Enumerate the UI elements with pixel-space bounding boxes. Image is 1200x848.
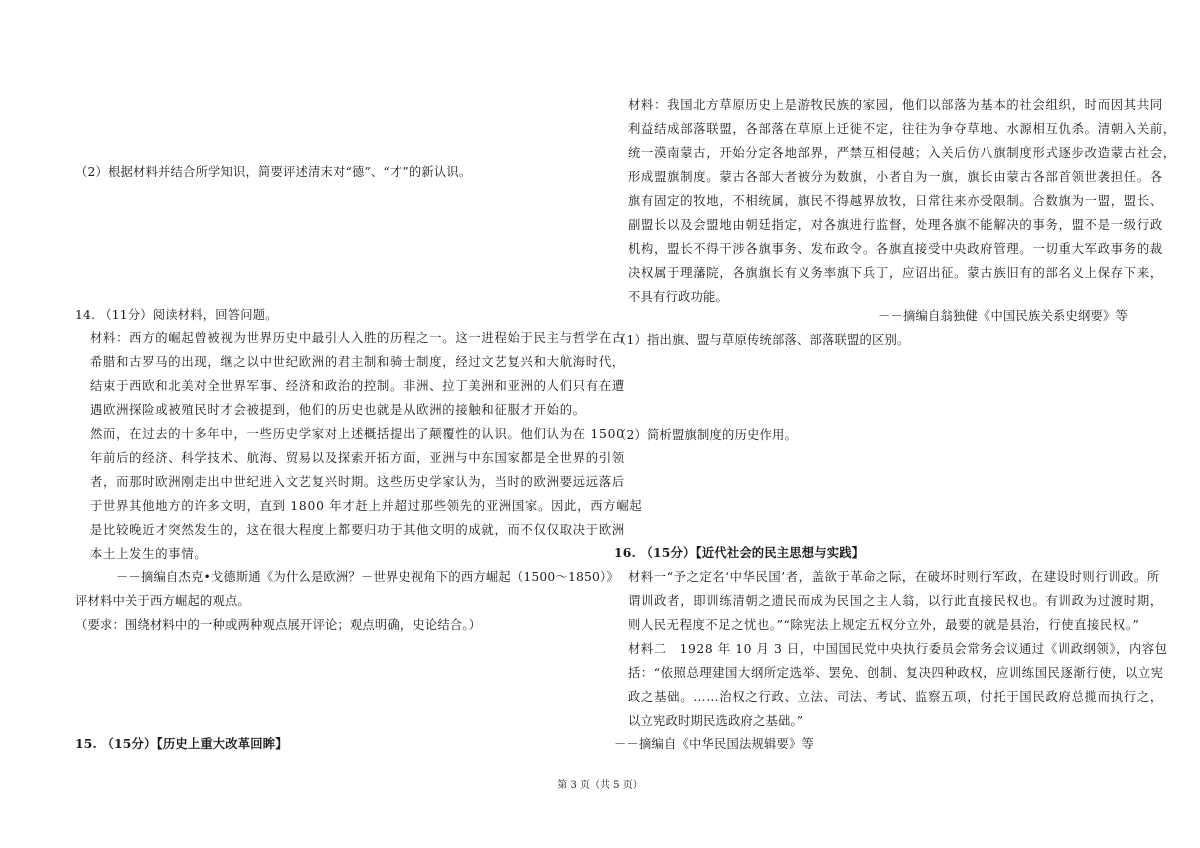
question-16-source: －－摘编自《中华民国法规辑要》等 [614, 737, 814, 751]
question-13-part-2: （2）根据材料并结合所学知识，简要评述清末对“德”、“才”的新认识。 [75, 165, 472, 179]
page-number: 第 3 页（共 5 页） [557, 780, 643, 791]
material-line: 旗有固定的牧地，不相统属，旗民不得越界放牧，日常往来亦受限制。合数旗为一盟，盟长、 [628, 194, 1163, 208]
material-line: 则人民无程度不足之忧也。”“除宪法上规定五权分立外，最要的就是县治，行使直接民权。” [628, 618, 1140, 632]
material-line: 副盟长以及会盟地由朝廷指定，对各旗进行监督，处理各旗不能解决的事务，盟不是一级行政 [628, 218, 1163, 232]
material-source: －－摘编自翁独健《中国民族关系史纲要》等 [878, 309, 1128, 323]
material-line: 统一漠南蒙古，开始分定各地部界，严禁互相侵越；入关后仿八旗制度形式逐步改造蒙古社会， [628, 146, 1176, 160]
material-line: 谓训政者，即训练清朝之遗民而成为民国之主人翁，以行此直接民权也。有训政为过渡时期， [628, 594, 1163, 608]
material-line: 者，而那时欧洲刚走出中世纪进入文艺复兴时期。这些历史学家认为，当时的欧洲要远远落后 [90, 475, 625, 489]
sub-question-1: （1）指出旗、盟与草原传统部落、部落联盟的区别。 [614, 333, 910, 347]
material-line: 机构，盟长不得干涉各旗事务、发布政令。各旗直接受中央政府管理。一切重大军政事务的裁 [628, 242, 1163, 256]
material-line: 政之基础。……治权之行政、立法、司法、考试、监察五项，付托于国民政府总揽而执行之， [628, 690, 1163, 704]
material-line: 以立宪政时期民选政府之基础。” [628, 714, 804, 728]
material-line: 希腊和古罗马的出现，继之以中世纪欧洲的君主制和骑士制度，经过文艺复兴和大航海时代， [90, 355, 625, 369]
sub-question-2: （2）简析盟旗制度的历史作用。 [614, 428, 797, 442]
material-line: 利益结成部落联盟，各部落在草原上迁徙不定，往往为争夺草地、水源相互仇杀。清朝入关前， [628, 122, 1176, 136]
material-line: 然而，在过去的十多年中，一些历史学家对上述概括提出了颠覆性的认识。他们认为在 1500 [90, 427, 625, 441]
question-14-task: 评材料中关于西方崛起的观点。 [75, 594, 250, 608]
question-15-header: 15. （15分）【历史上重大改革回眸】 [75, 736, 288, 751]
material-line: 括：“依照总理建国大纲所定选举、罢免、创制、复决四种政权，应训练国民逐渐行使，以立宪 [628, 666, 1164, 680]
question-14-requirement: （要求：围绕材料中的一种或两种观点展开评论；观点明确，史论结合。） [75, 618, 482, 632]
material-line: 本土上发生的事情。 [90, 547, 208, 561]
material-line: 年前后的经济、科学技术、航海、贸易以及探索开拓方面，亚洲与中东国家都是全世界的引领 [90, 451, 625, 465]
material-line: 不具有行政功能。 [628, 290, 728, 304]
material-line: 材料二 1928 年 10 月 3 日，中国国民党中央执行委员会常务会议通过《训政纲领》，内容包 [628, 642, 1168, 656]
material-line: 决权属于理藩院，各旗旗长有义务率旗下兵丁，应诏出征。蒙古族旧有的部名义上保存下来， [628, 266, 1163, 280]
material-line: 材料：我国北方草原历史上是游牧民族的家园，他们以部落为基本的社会组织，时而因其共同 [628, 98, 1163, 112]
material-line: 结束于西欧和北美对全世界军事、经济和政治的控制。非洲、拉丁美洲和亚洲的人们只有在遭 [90, 379, 625, 393]
question-16-header: 16. （15分）【近代社会的民主思想与实践】 [614, 545, 865, 560]
material-line: 材料：西方的崛起曾被视为世界历史中最引人入胜的历程之一。这一进程始于民主与哲学在古 [90, 331, 625, 345]
question-14-source: －－摘编自杰克•戈德斯通《为什么是欧洲？－世界史视角下的西方崛起（1500～1850）》 [116, 570, 619, 584]
material-line: 是比较晚近才突然发生的，这在很大程度上都要归功于其他文明的成就，而不仅仅取决于欧洲 [90, 523, 625, 537]
material-line: 材料一“予之定名‘中华民国’者，盖欲于革命之际，在破坏时则行军政，在建设时则行训政。所 [628, 570, 1160, 584]
material-line: 遇欧洲探险或被殖民时才会被提到，他们的历史也就是从欧洲的接触和征服才开始的。 [90, 403, 586, 417]
material-line: 于世界其他地方的许多文明，直到 1800 年才赶上并超过那些领先的亚洲国家。因此，西方崛起 [90, 499, 643, 513]
material-line: 形成盟旗制度。蒙古各部大者被分为数旗，小者自为一旗，旗长由蒙古各部首领世袭担任。各 [628, 170, 1163, 184]
question-14-header: 14. （11分）阅读材料，回答问题。 [75, 308, 278, 322]
